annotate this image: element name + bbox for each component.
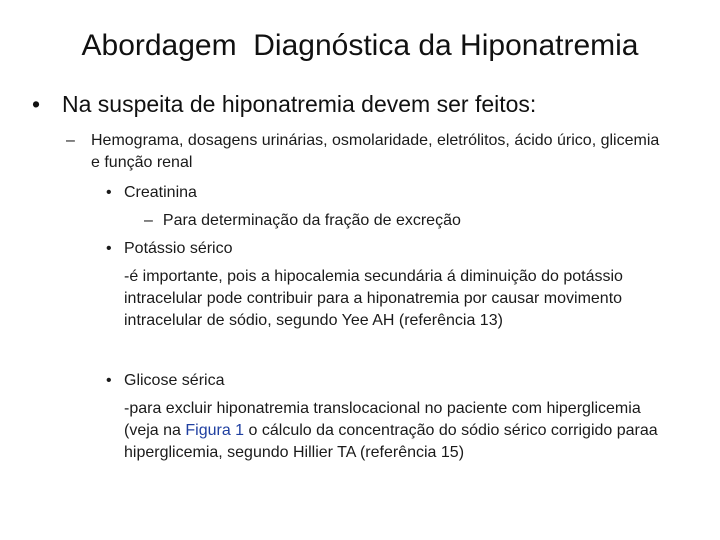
creatinina-detail: Para determinação da fração de excreção xyxy=(162,212,461,229)
glicose-detail-after: o cálculo da concentração do sódio sérico corrigido paraa hiperglicemia, segundo Hillier TA (referência 15) xyxy=(124,422,658,461)
bullet-marker: • xyxy=(32,91,41,117)
creatinina-label: Creatinina xyxy=(124,184,197,201)
figura-link[interactable]: Figura 1 xyxy=(185,422,245,439)
glicose-detail-before: -para excluir hiponatremia translocacional no paciente com hiperglicemia (veja na xyxy=(124,400,641,439)
dash-marker: – xyxy=(66,132,75,149)
main-bullet-text: Na suspeita de hiponatremia devem ser feitos: xyxy=(62,91,537,117)
bullet-marker: • xyxy=(106,240,112,257)
creatinina-detail-item xyxy=(144,210,461,232)
sub-item-text: Hemograma, dosagens urinárias, osmolaridade, eletrólitos, ácido úrico, glicemia e função renal xyxy=(91,132,660,171)
potassio-detail: -é importante, pois a hipocalemia secundária á diminuição do potássio intracelular pode contribuir para a hiponatremia por causar movimento intracelular de sódio, segundo Yee AH (referência 13) xyxy=(124,268,623,329)
potassio-label: Potássio sérico xyxy=(124,240,233,257)
dash-marker: – xyxy=(144,212,153,229)
bullet-marker: • xyxy=(106,184,112,201)
glicose-label: Glicose sérica xyxy=(124,372,225,389)
glicose-detail xyxy=(124,398,679,464)
slide-title: Abordagem Diagnóstica da Hiponatremia xyxy=(81,29,639,62)
bullet-marker: • xyxy=(106,372,112,389)
